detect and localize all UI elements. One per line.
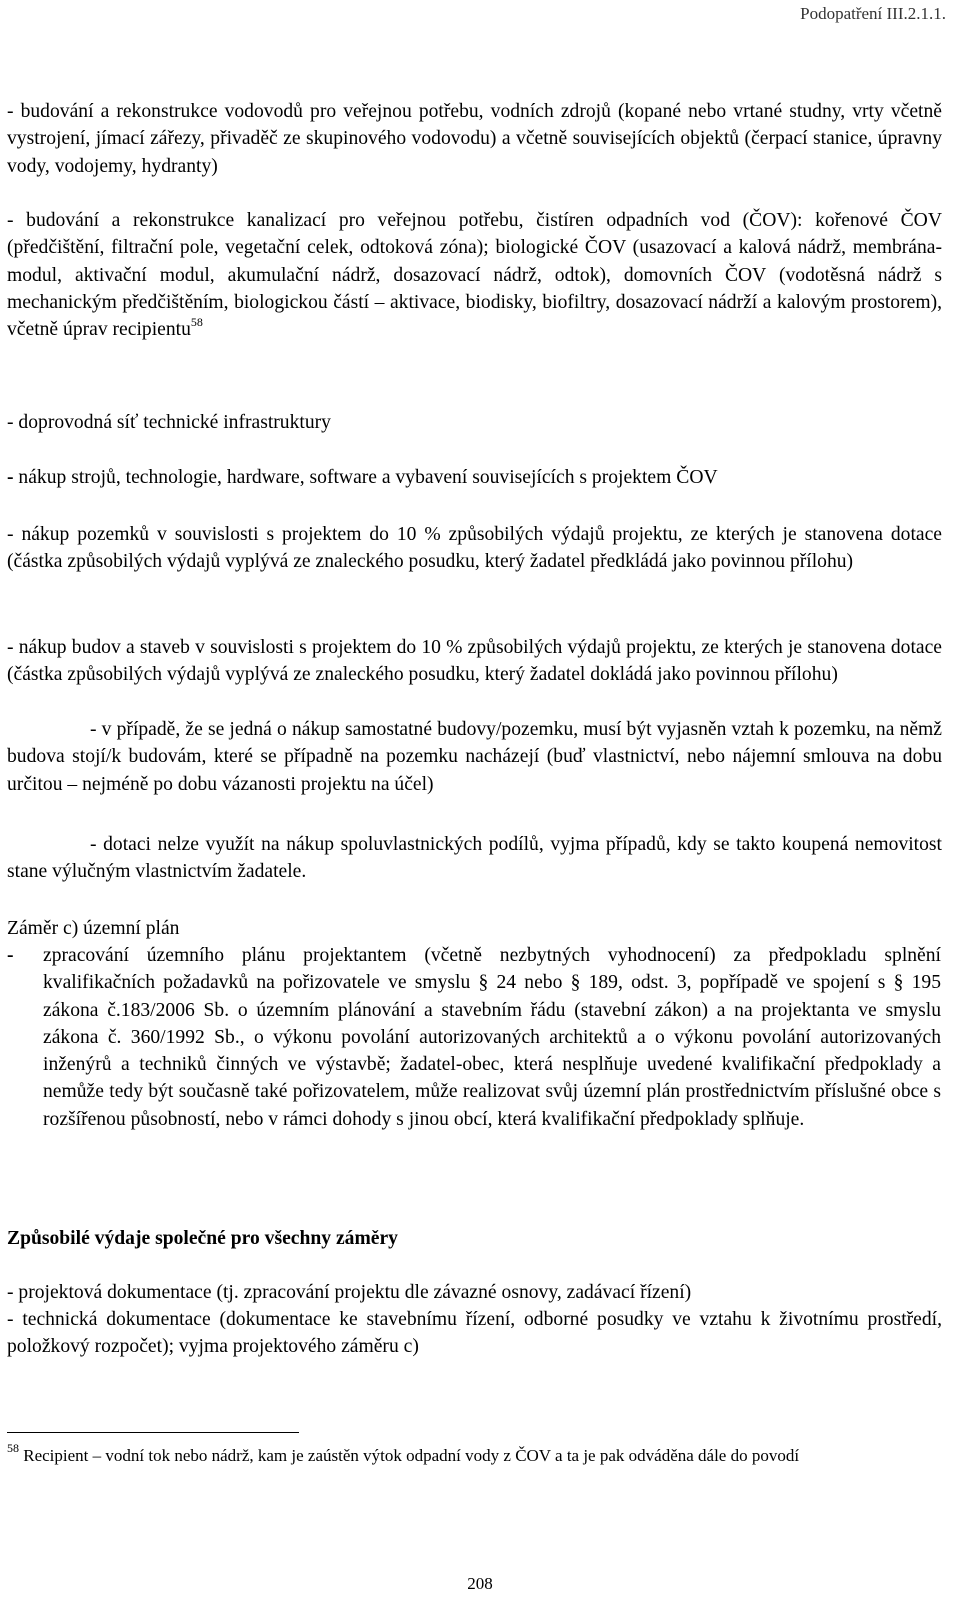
zamer-c-body: zpracování územního plánu projektantem (včetně nezbytných vyhodnocení) za předpokladu splnění kvalifikačních požadavků na pořizovatele ve smyslu § 24 nebo § 189, odst. 3, popřípadě ve spojení s § 195 zákona č.183/2006 Sb. o územním plánování a stavebním řádu (stavební zákon) a na projektanta ve smyslu zákona č. 360/1992 Sb., o výkonu povolání autorizovaných architektů a o výkonu povolání autorizovaných inženýrů a techniků činných ve výstavbě; žadatel-obec, která nesplňuje uvedené kvalifikační předpoklady a nemůže tedy být současně také pořizovatelem, může realizovat svůj územní plán prostřednictvím příslušné obce s rozšířenou působností, nebo v rámci dohody s jinou obcí, která kvalifikační předpoklady splňuje.: [43, 945, 941, 1130]
zamer-c-title: Záměr c) územní plán: [7, 918, 180, 939]
paragraph-technical-docs: - technická dokumentace (dokumentace ke stavebnímu řízení, odborné posudky ve vztahu k životnímu prostředí, položkový rozpočet); vyjma projektového záměru c): [7, 1309, 942, 1358]
paragraph-sewerage-text: - budování a rekonstrukce kanalizací pro veřejnou potřebu, čistíren odpadních vod (ČOV): kořenové ČOV (předčištění, filtrační pole, vegetační celek, odtoková zóna); biologické ČOV (usazovací a kalová nádrž, membrána-modul, aktivační modul, akumulační nádrž, dosazovací nádrž, odtok), domovních ČOV (vodotěsná nádrž s mechanickým předčištěním, biologickou částí – aktivace, biodisky, biofiltry, dosazovací nádrží a kalovým prostorem), včetně úprav recipientu: [7, 210, 942, 341]
paragraph-project-docs: - projektová dokumentace (tj. zpracování projektu dle závazné osnovy, zadávací řízení): [7, 1282, 692, 1303]
footnote-separator: [7, 1432, 299, 1433]
paragraph-infrastructure: - doprovodná síť technické infrastruktury: [7, 412, 331, 433]
footnote-ref[interactable]: 58: [190, 314, 203, 329]
paragraph-purchase-land: - nákup pozemků v souvislosti s projektem do 10 % způsobilých výdajů projektu, ze kterých je stanovena dotace (částka způsobilých výdajů vyplývá ze znaleckého posudku, který žadatel předkládá jako povinnou přílohu): [7, 524, 942, 573]
paragraph-purchase-machines: [7, 464, 942, 491]
paragraph-purchase-buildings: - nákup budov a staveb v souvislosti s projektem do 10 % způsobilých výdajů projektu, ze kterých je stanovena dotace (částka způsobilých výdajů vyplývá ze znaleckého posudku, který žadatel dokládá jako povinnou přílohu): [7, 637, 942, 686]
dash-marker: -: [7, 945, 14, 966]
page-number: 208: [467, 1574, 493, 1593]
footnote: [7, 1443, 942, 1468]
paragraph-ownership-note: - v případě, že se jedná o nákup samostatné budovy/pozemku, musí být vyjasněn vztah k pozemku, na němž budova stojí/k budovám, které se případně na pozemku nacházejí (buď vlastnictví, nebo nájemní smlouva na dobu určitou – nejméně po dobu vázanosti projektu na účel): [7, 719, 942, 795]
section-heading: Způsobilé výdaje společné pro všechny záměry: [7, 1228, 398, 1249]
footnote-number: 58: [7, 1441, 19, 1456]
section-header: Podopatření III.2.1.1.: [800, 4, 946, 23]
paragraph-coownership-note: - dotaci nelze využít na nákup spoluvlastnických podílů, vyjma případů, kdy se takto koupená nemovitost stane výlučným vlastnictvím žadatele.: [7, 834, 942, 883]
paragraph-sewerage: [7, 207, 942, 343]
footnote-text: Recipient – vodní tok nebo nádrž, kam je zaústěn výtok odpadní vody z ČOV a ta je pak odváděna dále do povodí: [19, 1446, 800, 1465]
paragraph-water-supply: - budování a rekonstrukce vodovodů pro veřejnou potřebu, vodních zdrojů (kopané nebo vrtané studny, vrty včetně vystrojení, jímací zářezy, přivaděč ze skupinového vodovodu) a včetně souvisejících objektů (čerpací stanice, úpravny vody, vodojemy, hydranty): [7, 101, 942, 177]
dash-marker: -: [7, 467, 14, 488]
paragraph-purchase-machines-text: nákup strojů, technologie, hardware, software a vybavení souvisejících s projektem ČOV: [13, 467, 718, 488]
zamer-c-list-item: [7, 942, 942, 1202]
